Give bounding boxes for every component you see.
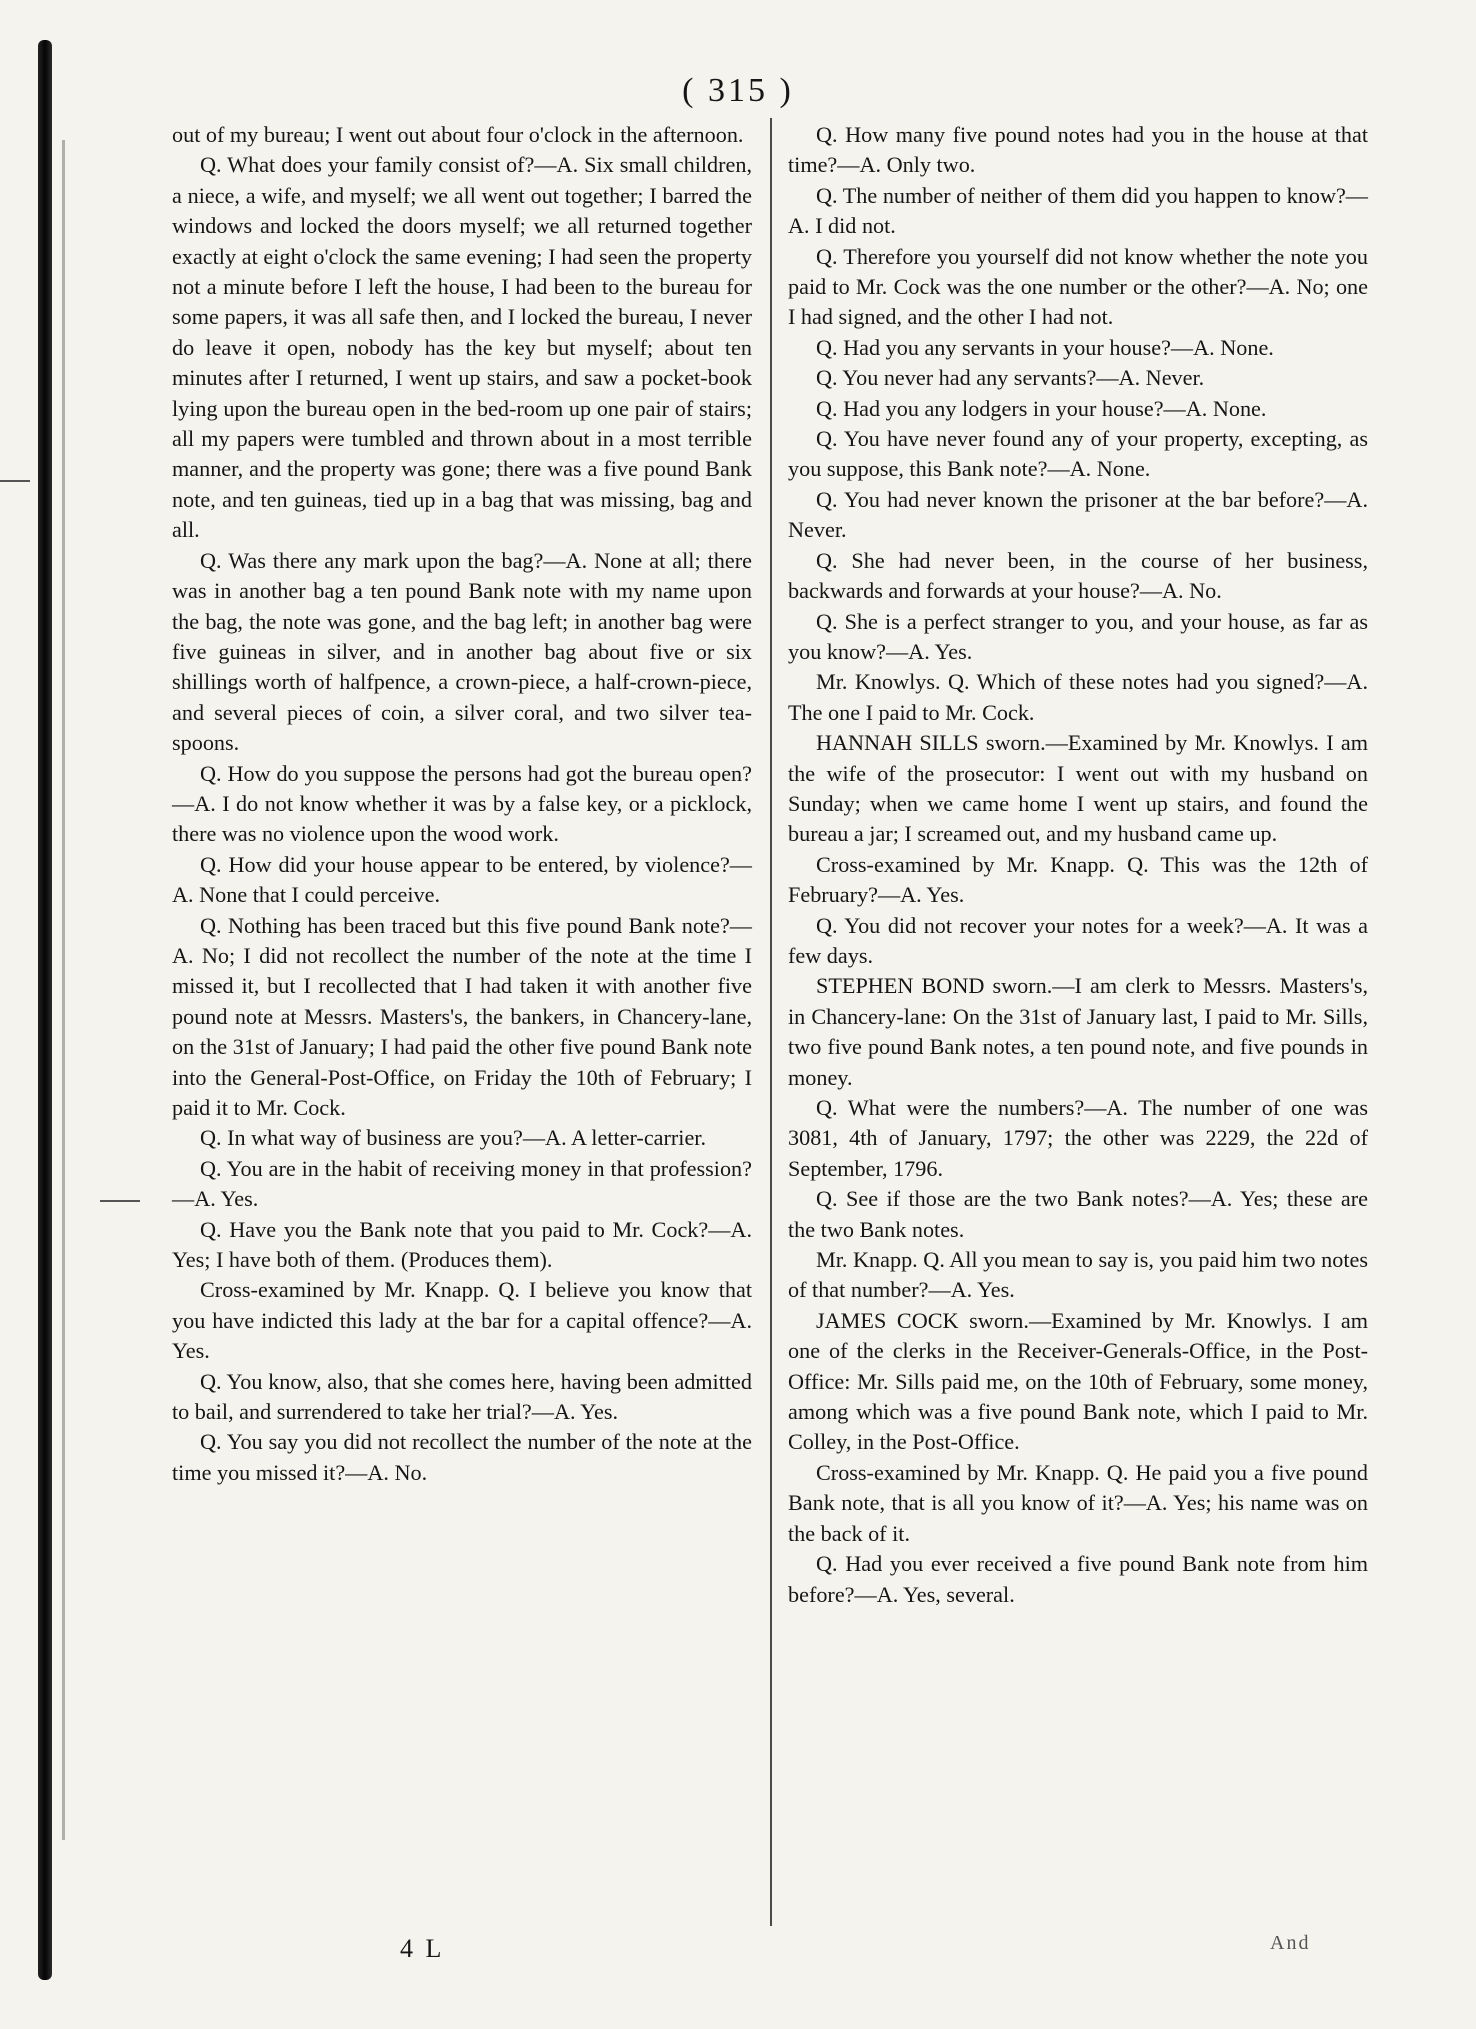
paragraph: Q. You had never known the prisoner at the bar before?—A. Never. (788, 486, 1368, 543)
paragraph: Cross-examined by Mr. Knapp. Q. I believe you know that you have indicted this lady at the bar for a capital offence?—A. Yes. (172, 1277, 752, 1364)
paragraph: Q. Have you the Bank note that you paid to Mr. Cock?—A. Yes; I have both of them. (Produces them). (172, 1216, 752, 1273)
paragraph: Q. Had you ever received a five pound Bank note from him before?—A. Yes, several. (788, 1551, 1368, 1607)
paragraph: Q. How do you suppose the persons had got the bureau open?—A. I do not know whether it was by a false key, or a picklock, there was no violence upon the wood work. (172, 760, 752, 847)
paragraph: Mr. Knowlys. Q. Which of these notes had you signed?—A. The one I paid to Mr. Cock. (788, 669, 1368, 725)
paragraph: Q. You say you did not recollect the number of the note at the time you missed it?—A. No. (172, 1429, 752, 1485)
column-divider (770, 118, 772, 1926)
paragraph: Q. Was there any mark upon the bag?—A. None at all; there was in another bag a ten pound Bank note with my name upon the bag, the note was gone, and the bag left; in another bag were five guineas in silver, and in another bag about five or six shillings worth of halfpence, a crown-piece, a half-crown-piece, and several pieces of coin, a silver coral, and two silver tea-spoons. (172, 547, 752, 756)
paragraph: Q. Had you any lodgers in your house?—A. None. (816, 395, 1267, 421)
paragraph: Q. Had you any servants in your house?—A. None. (816, 334, 1274, 360)
paragraph: Q. The number of neither of them did you happen to know?—A. I did not. (788, 182, 1368, 239)
paragraph: Cross-examined by Mr. Knapp. Q. He paid you a five pound Bank note, that is all you know of it?—A. Yes; his name was on the back of it. (788, 1459, 1368, 1546)
paragraph: Q. Therefore you yourself did not know whether the note you paid to Mr. Cock was the one number or the other?—A. No; one I had signed, and the other I had not. (788, 243, 1368, 330)
paragraph: Q. How did your house appear to be entered, by violence?—A. None that I could perceive. (172, 851, 752, 908)
paragraph: Q. Nothing has been traced but this five pound Bank note?—A. No; I did not recollect the number of the note at the time I missed it, but I recollected that I had taken it with another five pound note at Messrs. Masters's, the bankers, in Chancery-lane, on the 31st of January; I had paid the other five pound Bank note into the General-Post-Office, on Friday the 10th of February; I paid it to Mr. Cock. (172, 912, 752, 1120)
paragraph: Q. You know, also, that she comes here, having been admitted to bail, and surrendered to take her trial?—A. Yes. (172, 1368, 752, 1425)
paragraph: Q. What does your family consist of?—A. Six small children, a niece, a wife, and myself; we all went out together; I barred the windows and locked the doors myself; we all returned together exactly at eight o'clock the same evening; I had seen the property not a minute before I left the house, I had been to the bureau for some papers, it was all safe then, and I locked the bureau, I never do leave it open, nobody has the key but myself; about ten minutes after I returned, I went up stairs, and saw a pocket-book lying upon the bureau open in the bed-room up one pair of stairs; all my papers were tumbled and thrown about in a most terrible manner, and the property was gone; there was a five pound Bank note, and ten guineas, tied up in a bag that was missing, bag and all. (172, 152, 752, 543)
binding-shadow (62, 140, 65, 1840)
paragraph: Q. How many five pound notes had you in the house at that time?—A. Only two. (788, 122, 1368, 178)
binding-edge (38, 40, 52, 1980)
paragraph: Q. She had never been, in the course of her business, backwards and forwards at your house?—A. No. (788, 547, 1368, 604)
paragraph: Q. You have never found any of your property, excepting, as you suppose, this Bank note?—A. None. (788, 426, 1368, 482)
paragraph: Cross-examined by Mr. Knapp. Q. This was the 12th of February?—A. Yes. (788, 851, 1368, 908)
margin-mark (0, 480, 30, 482)
right-column (788, 120, 1368, 1610)
paragraph: Q. See if those are the two Bank notes?—A. Yes; these are the two Bank notes. (788, 1186, 1368, 1242)
paragraph: Q. In what way of business are you?—A. A letter-carrier. (200, 1125, 707, 1151)
margin-mark (100, 1200, 140, 1202)
paragraph: HANNAH SILLS sworn.—Examined by Mr. Knowlys. I am the wife of the prosecutor: I went out with my husband on Sunday; when we came home I went up stairs, and found the bureau a jar; I screamed out, and my husband came up. (788, 730, 1368, 847)
paragraph: Q. You are in the habit of receiving money in that profession?—A. Yes. (172, 1155, 752, 1212)
paragraph: Q. You never had any servants?—A. Never. (816, 365, 1205, 391)
paragraph: JAMES COCK sworn.—Examined by Mr. Knowlys. I am one of the clerks in the Receiver-Generals-Office, in the Post-Office: Mr. Sills paid me, on the 10th of February, some money, among which was a five pound Bank note, which I paid to Mr. Colley, in the Post-Office. (788, 1307, 1368, 1455)
paragraph: Q. What were the numbers?—A. The number of one was 3081, 4th of January, 1797; the other was 2229, the 22d of September, 1796. (788, 1095, 1368, 1181)
paragraph: Mr. Knapp. Q. All you mean to say is, you paid him two notes of that number?—A. Yes. (788, 1247, 1368, 1303)
paragraph: out of my bureau; I went out about four o'clock in the afternoon. (172, 122, 744, 147)
signature-mark: 4 L (400, 1934, 445, 1963)
paragraph: Q. She is a perfect stranger to you, and your house, as far as you know?—A. Yes. (788, 608, 1368, 664)
paragraph: STEPHEN BOND sworn.—I am clerk to Messrs. Masters's, in Chancery-lane: On the 31st of January last, I paid to Mr. Sills, two five pound Bank notes, a ten pound note, and five pounds in money. (788, 973, 1368, 1090)
left-column (172, 120, 752, 1488)
paragraph: Q. You did not recover your notes for a week?—A. It was a few days. (788, 912, 1368, 968)
catchword: And (1270, 1932, 1311, 1954)
page-number: ( 315 ) (682, 72, 794, 109)
